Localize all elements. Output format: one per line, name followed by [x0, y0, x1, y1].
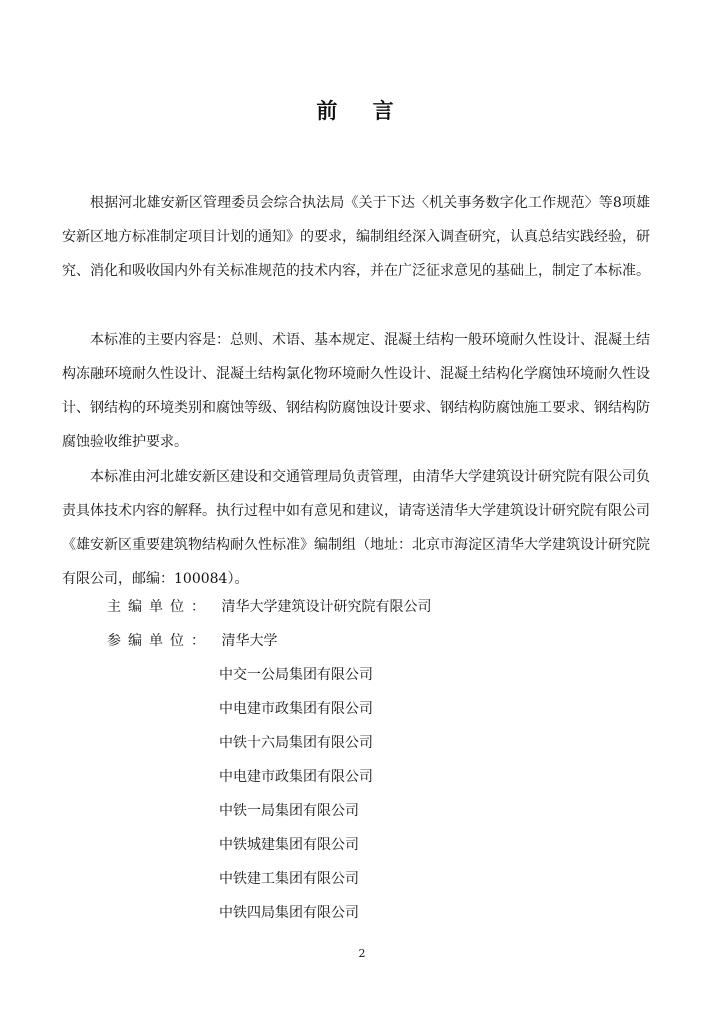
list-item: 中电建市政集团有限公司	[219, 769, 373, 785]
list-item: 中铁四局集团有限公司	[219, 905, 359, 921]
list-item: 中交一公局集团有限公司	[219, 667, 373, 683]
chief-unit-label: 主编单位：	[107, 599, 212, 615]
list-item: 中铁十六局集团有限公司	[219, 735, 373, 751]
paragraph-main-content: 本标准的主要内容是：总则、术语、基本规定、混凝土结构一般环境耐久性设计、混凝土结构冻融环境耐久性设计、混凝土结构氯化物环境耐久性设计、混凝土结构化学腐蚀环境耐久性设计、钢结构的环境类别和腐蚀等级、钢结构防腐蚀设计要求、钢结构防腐蚀施工要求、钢结构防腐蚀验收维护要求。	[62, 332, 650, 450]
participating-unit-row	[107, 624, 277, 658]
list-item: 中铁一局集团有限公司	[219, 803, 359, 819]
list-item: 中电建市政集团有限公司	[219, 701, 373, 717]
paragraph-management: 本标准由河北雄安新区建设和交通管理局负责管理，由清华大学建筑设计研究院有限公司负责具体技术内容的解释。执行过程中如有意见和建议，请寄送清华大学建筑设计研究院有限公司《雄安新区重要建筑物结构耐久性标准》编制组（地址：北京市海淀区清华大学建筑设计研究院有限公司，邮编：100084）。	[62, 469, 650, 587]
participating-unit-label: 参编单位：	[107, 633, 212, 649]
participating-unit-first: 清华大学	[221, 633, 278, 649]
list-item: 中铁城建集团有限公司	[219, 837, 359, 853]
page-title: 前 言	[316, 98, 408, 123]
chief-unit-value: 清华大学建筑设计研究院有限公司	[221, 599, 432, 615]
paragraph-background: 根据河北雄安新区管理委员会综合执法局《关于下达〈机关事务数字化工作规范〉等8项雄安新区地方标准制定项目计划的通知》的要求，编制组经深入调查研究，认真总结实践经验，研究、消化和吸收国内外有关标准规范的技术内容，并在广泛征求意见的基础上，制定了本标准。	[62, 195, 650, 279]
page-number: 2	[358, 947, 366, 960]
participating-unit-list	[219, 658, 373, 930]
chief-unit-row	[107, 590, 431, 624]
list-item: 中铁建工集团有限公司	[219, 871, 359, 887]
